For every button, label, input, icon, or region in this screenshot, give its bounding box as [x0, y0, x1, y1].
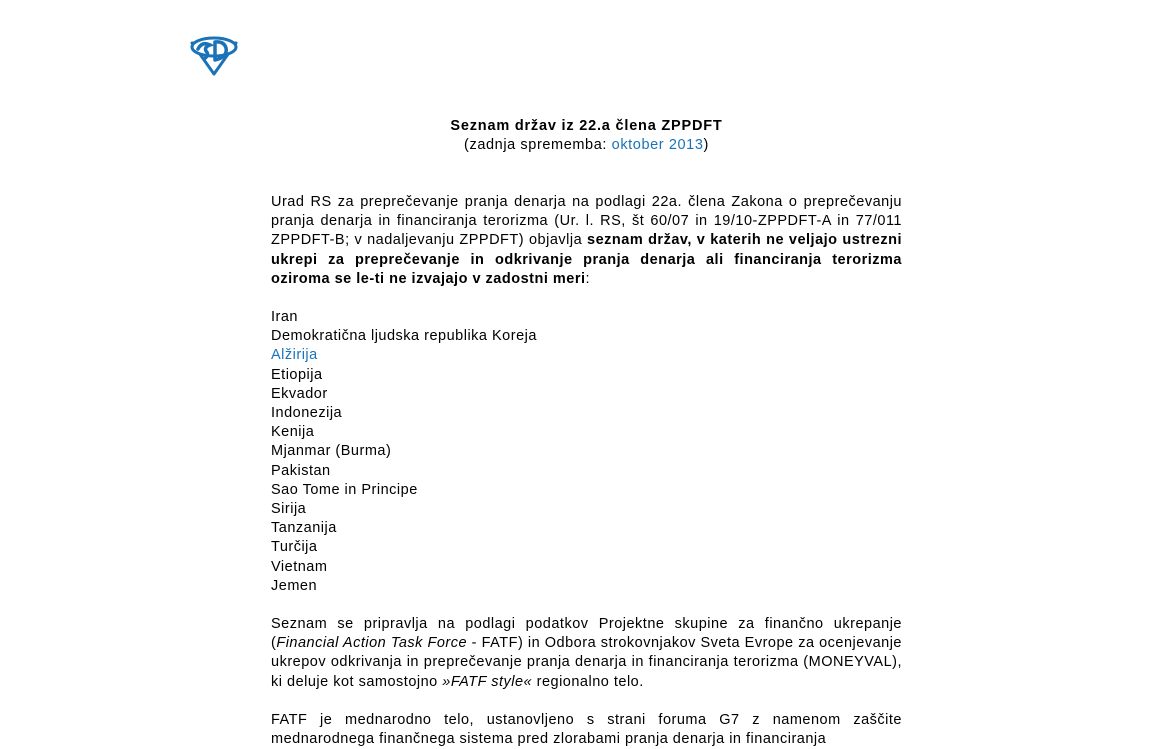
document-body [271, 193, 902, 749]
country-item: Ekvador [271, 385, 328, 402]
last-change-date[interactable]: oktober 2013 [611, 137, 704, 153]
country-item: Pakistan [271, 462, 331, 479]
subtitle-suffix: ) [703, 137, 709, 153]
intro-text: Urad RS za preprečevanje pranja denarja na podlagi 22a. člena Zakona o preprečevanju pranja denarja in financiranja terorizma (Ur. l. RS, št 60/07 in 19/10-ZPPDFT-A in 77/011 ZPPDFT-B; v nadaljevanju ZPPDFT) objavlja [271, 194, 902, 249]
country-item: Kenija [271, 424, 315, 441]
document-subtitle [271, 136, 902, 155]
country-item: Mjanmar (Burma) [271, 443, 392, 460]
subtitle-prefix: (zadnja sprememba: [464, 137, 612, 153]
country-item: Sirija [271, 501, 307, 518]
source-text-2: - FATF) in Odbora strokovnjakov Sveta Evrope za ocenjevanje ukrepov odkrivanja in preprečevanje pranja denarja in financiranja terorizma (MONEYVAL), ki deluje kot samostojno [271, 635, 902, 690]
source-text-1: Seznam se pripravlja na podlagi podatkov Projektne skupine za finančno ukrepanje ( [271, 616, 902, 652]
country-item: Indonezija [271, 405, 343, 422]
country-item: Vietnam [271, 558, 328, 575]
intro-paragraph [271, 193, 902, 289]
sd-shield-logo-icon [188, 33, 240, 77]
intro-end: : [585, 270, 591, 287]
country-item: Tanzanija [271, 520, 337, 537]
source-text-3: regionalno telo. [532, 673, 644, 690]
document-title: Seznam držav iz 22.a člena ZPPDFT [450, 118, 723, 134]
country-item: Turčija [271, 539, 318, 556]
country-item: Sao Tome in Principe [271, 481, 418, 498]
country-item-link[interactable]: Alžirija [271, 347, 318, 364]
country-item: Demokratična ljudska republika Koreja [271, 328, 537, 345]
country-item: Jemen [271, 577, 318, 594]
source-paragraph [271, 615, 902, 692]
country-list [271, 308, 902, 596]
fatf-paragraph: FATF je mednarodno telo, ustanovljeno s strani foruma G7 z namenom zaščite mednarodnega finančnega sistema pred zlorabami pranja denarja in financiranja [271, 711, 902, 748]
country-item: Etiopija [271, 366, 323, 383]
source-italic-2: »FATF style« [442, 673, 533, 690]
country-item: Iran [271, 309, 298, 326]
intro-bold-text: seznam držav, v katerih ne veljajo ustrezni ukrepi za preprečevanje in odkrivanje pranja denarja ali financiranja terorizma oziroma se le-ti ne izvajajo v zadostni meri [271, 232, 902, 287]
title-block [271, 117, 902, 155]
source-italic-1: Financial Action Task Force [276, 635, 468, 652]
